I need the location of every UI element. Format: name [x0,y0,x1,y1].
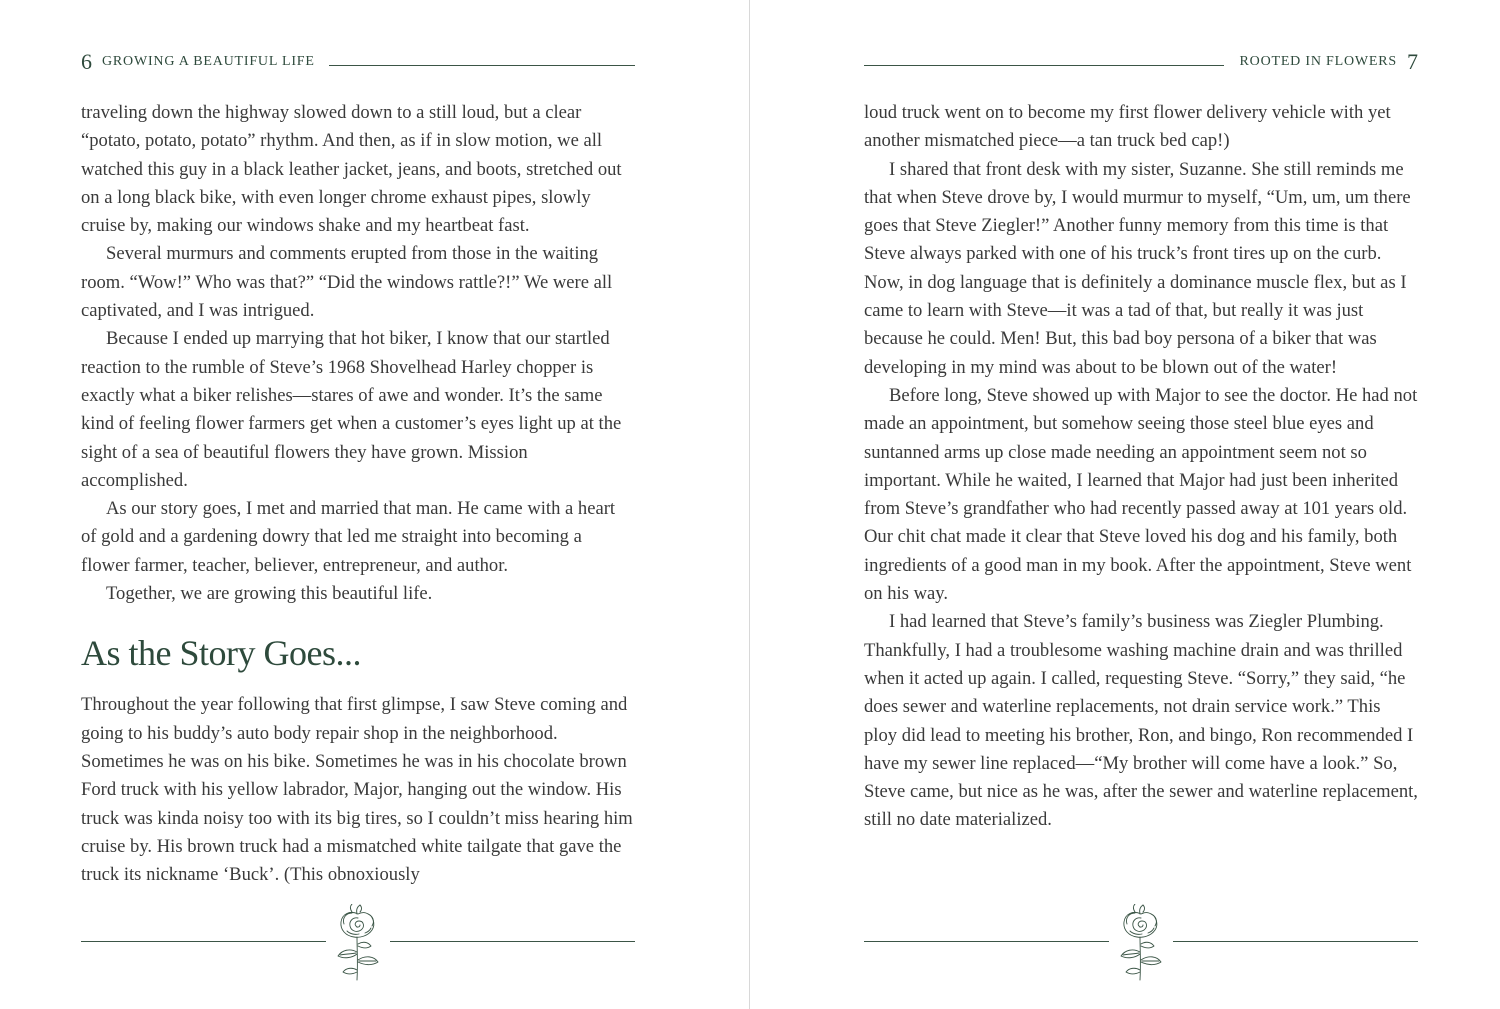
paragraph: Before long, Steve showed up with Major to see the doctor. He had not made an appointment, but somehow seeing those steel blue eyes and suntanned arms up close made needing an appointment seem not so important. While he waited, I learned that Major had just been inherited from Steve’s grandfather who had recently passed away at 101 years old. Our chit chat made it clear that Steve loved his dog and his family, both ingredients of a good man in my book. After the appointment, Steve went on his way. [864,384,1418,605]
page-number: 6 [81,49,92,74]
footer-rule-left [81,941,326,942]
rose-line-drawing-icon [1113,904,1169,982]
left-body-text [81,99,635,889]
running-head-title: GROWING A BEAUTIFUL LIFE [102,54,315,69]
right-body-text [864,99,1418,835]
footer-rule-right [390,941,635,942]
section-heading: As the Story Goes... [81,633,361,674]
paragraph: loud truck went on to become my first flower delivery vehicle with yet another mismatched piece—a tan truck bed cap!) [864,102,1391,152]
footer-ornament [864,900,1418,982]
paragraph: traveling down the highway slowed down to a still loud, but a clear “potato, potato, potato” rhythm. And then, as if in slow motion, we all watched this guy in a black leather jacket, jeans, and boots, stretched out on a long black bike, with even longer chrome exhaust pipes, slowly cruise by, making our windows shake and my heartbeat fast. [81,102,622,237]
running-head-title: ROOTED IN FLOWERS [1239,54,1397,69]
paragraph: I shared that front desk with my sister, Suzanne. She still reminds me that when Steve drove by, I would murmur to myself, “Um, um, um there goes that Steve Ziegler!” Another funny memory from this time is that Steve always parked with one of his truck’s front tires up on the curb. Now, in dog language that is definitely a dominance muscle flex, but as I came to learn with Steve—it was a tad of that, but really it was just because he could. Men! But, this bad boy persona of a biker that was developing in my mind was about to be blown out of the water! [864,158,1411,378]
rose-line-drawing-icon [330,904,386,982]
paragraph: Because I ended up marrying that hot biker, I know that our startled reaction to the rumble of Steve’s 1968 Shovelhead Harley chopper is exactly what a biker relishes—stares of awe and wonder. It’s the same kind of feeling flower farmers get when a customer’s eyes light up at the sight of a sea of beautiful flowers they have grown. Mission accomplished. [81,328,622,491]
paragraph: As our story goes, I met and married that man. He came with a heart of gold and a gardening dowry that led me straight into becoming a flower farmer, teacher, believer, entrepreneur, and author. [81,498,616,576]
header-rule [864,65,1224,66]
right-page [864,0,1418,1009]
paragraph: Several murmurs and comments erupted from those in the waiting room. “Wow!” Who was that?” “Did the windows rattle?!” We were all captivated, and I was intrigued. [81,243,613,322]
paragraph: I had learned that Steve’s family’s business was Ziegler Plumbing. Thankfully, I had a troublesome washing machine drain and was thrilled when it acted up again. I called, requesting Steve. “Sorry,” they said, “he does sewer and waterline replacements, not drain service work.” This ploy did lead to meeting his brother, Ron, and bingo, Ron recommended I have my sewer line replaced—“My brother will come have a look.” So, Steve came, but nice as he was, after the sewer and waterline replacement, still no date materialized. [864,611,1418,831]
footer-ornament [81,900,635,982]
page-number: 7 [1407,49,1418,74]
right-running-head [864,46,1418,78]
header-rule [329,65,635,66]
footer-rule-right [1173,941,1418,942]
page-gutter [749,0,750,1009]
footer-rule-left [864,941,1109,942]
paragraph: Together, we are growing this beautiful life. [106,583,433,605]
left-running-head [81,46,635,78]
left-page [81,0,635,1009]
paragraph: Throughout the year following that first glimpse, I saw Steve coming and going to his buddy’s auto body repair shop in the neighborhood. Sometimes he was on his bike. Sometimes he was in his chocolate brown Ford truck with his yellow labrador, Major, hanging out the window. His truck was kinda noisy too with its big tires, so I couldn’t miss hearing him cruise by. His brown truck had a mismatched white tailgate that gave the truck its nickname ‘Buck’. (This obnoxiously [81,694,633,886]
